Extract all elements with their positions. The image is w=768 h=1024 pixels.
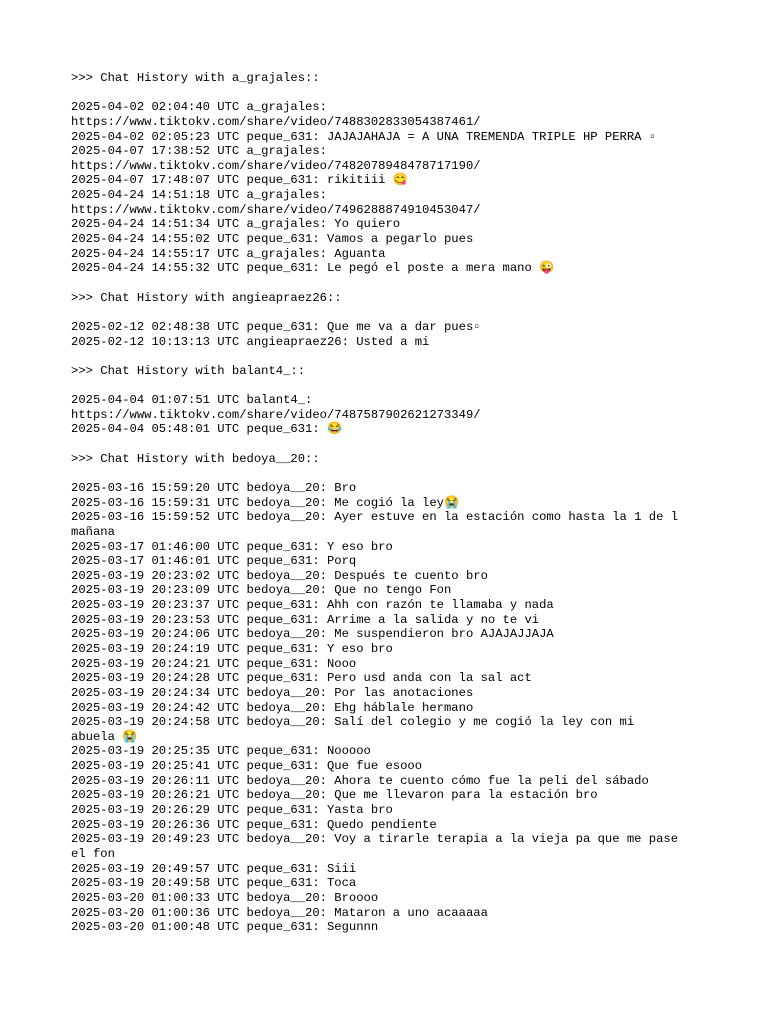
chat-line-continuation: el fon bbox=[71, 846, 115, 861]
chat-line: 2025-03-19 20:24:58 UTC bedoya__20: Salí del colegio y me cogió la ley con mi bbox=[71, 715, 635, 730]
chat-line: 2025-04-07 17:48:07 UTC peque_631: rikitiii 😋 bbox=[71, 173, 408, 188]
chat-line: 2025-03-17 01:46:01 UTC peque_631: Porq bbox=[71, 554, 357, 569]
chat-link-line[interactable]: https://www.tiktokv.com/share/video/7482078948478717190/ bbox=[71, 158, 481, 173]
chat-line: 2025-03-19 20:25:35 UTC peque_631: Nooooo bbox=[71, 744, 371, 759]
section-header: >>> Chat History with a_grajales:: bbox=[71, 71, 320, 85]
chat-line: 2025-03-19 20:24:06 UTC bedoya__20: Me suspendieron bro AJAJAJJAJA bbox=[71, 627, 554, 642]
chat-line: 2025-04-04 05:48:01 UTC peque_631: 😂 bbox=[71, 422, 343, 437]
chat-line: 2025-04-24 14:51:18 UTC a_grajales: bbox=[71, 188, 327, 203]
chat-line: 2025-04-24 14:55:32 UTC peque_631: Le pegó el poste a mera mano 😜 bbox=[71, 261, 555, 276]
blank-line bbox=[71, 276, 711, 291]
blank-line bbox=[71, 437, 711, 452]
chat-line: 2025-03-20 01:00:33 UTC bedoya__20: Broooo bbox=[71, 890, 379, 905]
chat-history-document bbox=[71, 71, 711, 935]
chat-line: 2025-03-19 20:24:34 UTC bedoya__20: Por las anotaciones bbox=[71, 685, 474, 700]
chat-line: 2025-03-19 20:49:57 UTC peque_631: Siii bbox=[71, 861, 357, 876]
chat-line: 2025-03-19 20:26:36 UTC peque_631: Quedo pendiente bbox=[71, 817, 437, 832]
blank-line bbox=[71, 305, 711, 320]
chat-link-line[interactable]: https://www.tiktokv.com/share/video/7487587902621273349/ bbox=[71, 407, 481, 422]
section-header: >>> Chat History with angieapraez26:: bbox=[71, 290, 342, 305]
chat-line: 2025-02-12 02:48:38 UTC peque_631: Que me va a dar pues▫ bbox=[71, 319, 481, 334]
chat-line: 2025-03-19 20:49:23 UTC bedoya__20: Voy a tirarle terapia a la vieja pa que me pase bbox=[71, 832, 679, 847]
chat-line-continuation: mañana bbox=[71, 524, 115, 539]
blank-line bbox=[71, 378, 711, 393]
chat-line: 2025-04-24 14:55:02 UTC peque_631: Vamos a pegarlo pues bbox=[71, 232, 474, 247]
chat-line: 2025-04-02 02:04:40 UTC a_grajales: bbox=[71, 100, 327, 115]
chat-line: 2025-03-16 15:59:31 UTC bedoya__20: Me cogió la ley😭 bbox=[71, 495, 460, 510]
chat-line: 2025-04-02 02:05:23 UTC peque_631: JAJAJAHAJA = A UNA TREMENDA TRIPLE HP PERRA ▫ bbox=[71, 129, 657, 144]
chat-line: 2025-04-24 14:51:34 UTC a_grajales: Yo quiero bbox=[71, 217, 401, 232]
blank-line bbox=[71, 466, 711, 481]
chat-line: 2025-03-20 01:00:48 UTC peque_631: Segunnn bbox=[71, 920, 379, 935]
chat-line: 2025-03-19 20:23:02 UTC bedoya__20: Después te cuento bro bbox=[71, 568, 488, 583]
blank-line bbox=[71, 349, 711, 364]
chat-line: 2025-03-20 01:00:36 UTC bedoya__20: Mataron a uno acaaaaa bbox=[71, 905, 488, 920]
chat-link-line[interactable]: https://www.tiktokv.com/share/video/7488302833054387461/ bbox=[71, 114, 481, 129]
chat-line: 2025-04-07 17:38:52 UTC a_grajales: bbox=[71, 144, 327, 159]
chat-line: 2025-03-19 20:24:28 UTC peque_631: Pero usd anda con la sal act bbox=[71, 671, 532, 686]
chat-line: 2025-03-19 20:24:21 UTC peque_631: Nooo bbox=[71, 656, 357, 671]
chat-line: 2025-03-19 20:23:37 UTC peque_631: Ahh con razón te llamaba y nada bbox=[71, 598, 554, 613]
chat-line-continuation: abuela 😭 bbox=[71, 729, 138, 744]
section-header: >>> Chat History with bedoya__20:: bbox=[71, 451, 320, 466]
section-header: >>> Chat History with balant4_:: bbox=[71, 363, 306, 378]
chat-line: 2025-03-19 20:26:29 UTC peque_631: Yasta bro bbox=[71, 803, 393, 818]
chat-line: 2025-03-19 20:49:58 UTC peque_631: Toca bbox=[71, 876, 357, 891]
chat-line: 2025-03-19 20:24:42 UTC bedoya__20: Ehg háblale hermano bbox=[71, 700, 474, 715]
chat-line: 2025-03-19 20:23:53 UTC peque_631: Arrime a la salida y no te vi bbox=[71, 612, 540, 627]
chat-line: 2025-02-12 10:13:13 UTC angieapraez26: Usted a mi bbox=[71, 334, 430, 349]
chat-line: 2025-03-16 15:59:52 UTC bedoya__20: Ayer estuve en la estación como hasta la 1 de l bbox=[71, 510, 679, 525]
chat-line: 2025-03-19 20:25:41 UTC peque_631: Que fue esooo bbox=[71, 759, 423, 774]
chat-line: 2025-03-19 20:26:21 UTC bedoya__20: Que me llevaron para la estación bro bbox=[71, 788, 598, 803]
chat-line: 2025-03-17 01:46:00 UTC peque_631: Y eso bro bbox=[71, 539, 393, 554]
chat-line: 2025-03-19 20:24:19 UTC peque_631: Y eso bro bbox=[71, 641, 393, 656]
chat-line: 2025-04-24 14:55:17 UTC a_grajales: Aguanta bbox=[71, 246, 386, 261]
chat-line: 2025-03-16 15:59:20 UTC bedoya__20: Bro bbox=[71, 480, 357, 495]
blank-line bbox=[71, 86, 711, 101]
chat-link-line[interactable]: https://www.tiktokv.com/share/video/7496288874910453047/ bbox=[71, 202, 481, 217]
chat-line: 2025-04-04 01:07:51 UTC balant4_: bbox=[71, 393, 313, 408]
chat-line: 2025-03-19 20:26:11 UTC bedoya__20: Ahora te cuento cómo fue la peli del sábado bbox=[71, 773, 649, 788]
chat-line: 2025-03-19 20:23:09 UTC bedoya__20: Que no tengo Fon bbox=[71, 583, 452, 598]
